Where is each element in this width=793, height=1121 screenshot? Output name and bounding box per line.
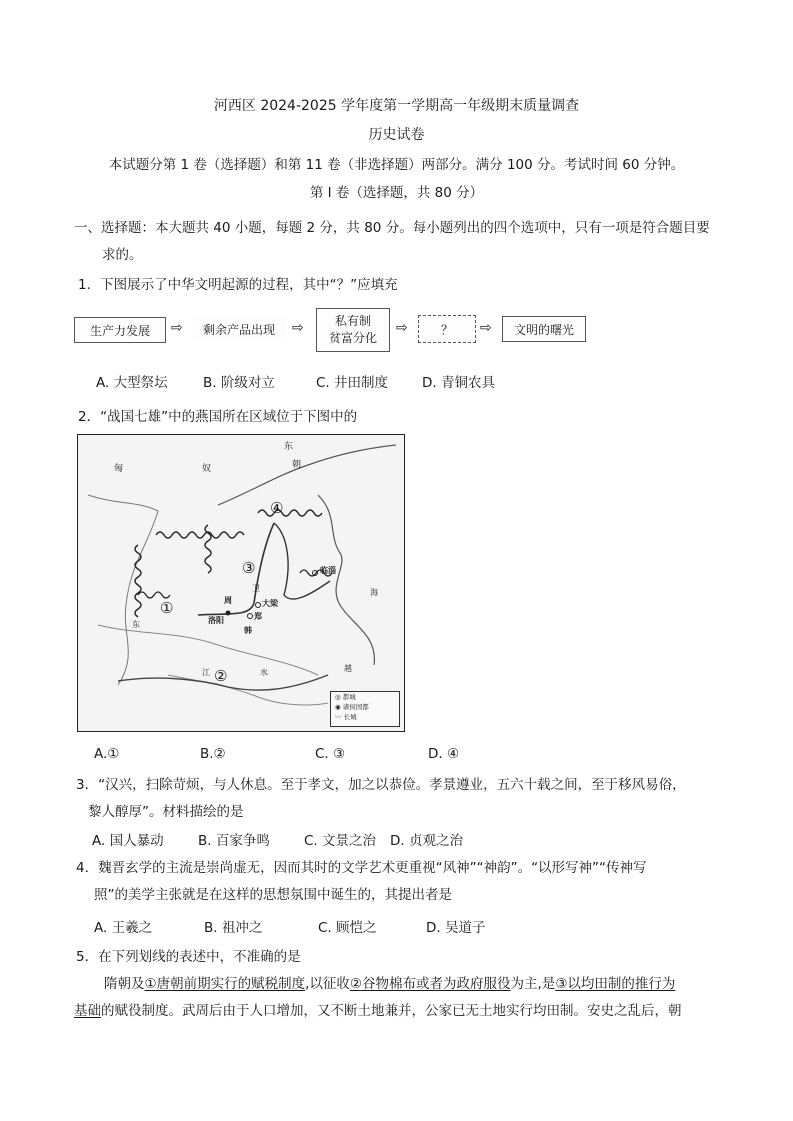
map-label-han: 韩 xyxy=(244,626,252,635)
q5-text: 隋朝及 xyxy=(104,976,145,992)
question-1-options xyxy=(0,371,793,391)
flow-step-surplus: 剩余产品出现 xyxy=(192,317,286,341)
exam-intro: 本试题分第 1 卷（选择题）和第 11 卷（非选择题）两部分。满分 100 分。考试时间 60 分钟。 xyxy=(108,157,685,173)
flow-step-private-label: 私有制 xyxy=(334,314,371,328)
q1-option-d[interactable]: D. 青铜农具 xyxy=(422,375,495,391)
exam-title: 河西区 2024-2025 学年度第一学期高一年级期末质量调查 xyxy=(213,98,580,114)
question-4-line-1: 4．魏晋玄学的主流是崇尚虚无，因而其时的文学艺术更重视“风神”“神韵”。“以形写神”“传神写 xyxy=(76,860,647,876)
q5-underline-1: ①唐朝前期实行的赋税制度 xyxy=(144,976,306,992)
capital-symbol-icon: ◎ xyxy=(335,693,343,701)
map-label-dong: 东 xyxy=(284,442,294,452)
map-marker-2: ② xyxy=(214,667,228,685)
map-drawing xyxy=(78,435,404,731)
question-3-line-1: 3．“汉兴，扫除苛烦，与人休息。至于孝文，加之以恭俭。孝景遵业，五六十载之间，至于移风易俗， xyxy=(76,777,686,793)
map-label-shui: 水 xyxy=(260,668,268,677)
arrow-right-icon: ⇨ xyxy=(480,320,492,336)
q2-option-d[interactable]: D. ④ xyxy=(428,746,460,762)
q1-option-c[interactable]: C. 井田制度 xyxy=(316,375,389,391)
section-heading: 一、选择题：本大题共 40 小题，每题 2 分，共 80 分。每小题列出的四个选项中，只有一项是符合题目要 xyxy=(74,220,710,236)
q5-underline-2: ②谷物棉布或者为政府服役 xyxy=(349,976,511,992)
flow-step-unknown: ？ xyxy=(418,315,476,343)
flow-step-wealth-label: 贫富分化 xyxy=(328,331,377,345)
q5-text: 的赋役制度。武周后由于人口增加，又不断土地兼并，公家已无土地实行均田制。安史之乱后，朝 xyxy=(101,1003,682,1019)
q5-text: 为主,是 xyxy=(510,976,556,992)
map-label-jiang: 江 xyxy=(202,668,210,677)
map-label-hai: 海 xyxy=(370,588,378,597)
question-5-paragraph-line-2 xyxy=(74,999,682,1019)
state-capital-symbol-icon: ◉ xyxy=(335,703,343,711)
map-label-nu: 奴 xyxy=(202,464,212,474)
flow-step-productivity: 生产力发展 xyxy=(74,317,166,343)
q3-option-b[interactable]: B. 百家争鸣 xyxy=(198,833,270,849)
question-2-options xyxy=(0,746,793,766)
map-marker-1: ① xyxy=(160,599,174,617)
q2-option-a[interactable]: A.① xyxy=(94,746,120,762)
map-label-luoyang: 洛阳 xyxy=(208,616,224,625)
map-label-daliang: 大梁 xyxy=(262,599,278,608)
map-label-chao: 朝 xyxy=(292,460,302,470)
legend-capital: 都城 xyxy=(342,693,356,701)
map-label-linzi: 临淄 xyxy=(320,566,336,575)
arrow-right-icon: ⇨ xyxy=(171,320,183,336)
question-3-options xyxy=(0,829,793,849)
map-label-wei: 卫 xyxy=(252,584,260,593)
q2-option-b[interactable]: B.② xyxy=(200,746,226,762)
legend-state-capital: 诸侯国都 xyxy=(342,703,369,711)
section-heading-cont: 求的。 xyxy=(102,247,143,263)
arrow-right-icon: ⇨ xyxy=(292,320,304,336)
q3-option-d[interactable]: D. 贞观之治 xyxy=(390,833,463,849)
map-marker-3: ③ xyxy=(242,559,256,577)
question-5-stem: 5．在下列划线的表述中，不准确的是 xyxy=(76,949,301,965)
q3-option-c[interactable]: C. 文景之治 xyxy=(304,833,377,849)
q1-option-b[interactable]: B. 阶级对立 xyxy=(203,375,275,391)
map-label-zhou: 周 xyxy=(224,596,232,605)
question-1-stem: 1．下图展示了中华文明起源的过程，其中“？”应填充 xyxy=(78,277,398,293)
map-label-zheng: 郑 xyxy=(254,612,262,621)
legend-great-wall: 长城 xyxy=(343,713,357,721)
arrow-right-icon: ⇨ xyxy=(396,320,408,336)
q5-underline-3: ③以均田制的推行为 xyxy=(555,976,676,992)
exam-subject: 历史试卷 xyxy=(368,127,425,143)
flow-step-private-ownership xyxy=(316,308,390,352)
warring-states-map xyxy=(77,434,405,732)
map-label-xiong: 匈 xyxy=(114,464,124,474)
question-4-options xyxy=(0,916,793,936)
question-3-line-2: 黎人醇厚”。材料描绘的是 xyxy=(88,804,244,820)
question-5-paragraph-line-1 xyxy=(104,972,675,992)
q3-option-a[interactable]: A. 国人暴动 xyxy=(92,833,164,849)
flow-step-dawn: 文明的曙光 xyxy=(502,316,586,342)
q4-option-b[interactable]: B. 祖冲之 xyxy=(204,920,263,936)
map-marker-4: ④ xyxy=(270,499,284,517)
q4-option-c[interactable]: C. 顾恺之 xyxy=(318,920,377,936)
q4-option-d[interactable]: D. 吴道子 xyxy=(426,920,486,936)
great-wall-symbol-icon: 〰 xyxy=(335,713,344,721)
q5-text: ,以征收 xyxy=(305,976,350,992)
q4-option-a[interactable]: A. 王羲之 xyxy=(94,920,153,936)
q2-option-c[interactable]: C. ③ xyxy=(315,746,346,762)
q1-option-a[interactable]: A. 大型祭坛 xyxy=(96,375,168,391)
question-2-stem: 2．“战国七雄”中的燕国所在区域位于下图中的 xyxy=(78,409,358,425)
q5-underline-3-cont: 基础 xyxy=(74,1003,101,1019)
volume-title: 第 I 卷（选择题，共 80 分） xyxy=(309,185,484,201)
civilization-flow-diagram xyxy=(74,308,594,352)
map-label-yue: 越 xyxy=(344,664,352,673)
question-4-line-2: 照”的美学主张就是在这样的思想氛围中诞生的，其提出者是 xyxy=(94,887,452,903)
map-legend xyxy=(330,691,400,727)
map-label-dong2: 东 xyxy=(132,620,140,629)
